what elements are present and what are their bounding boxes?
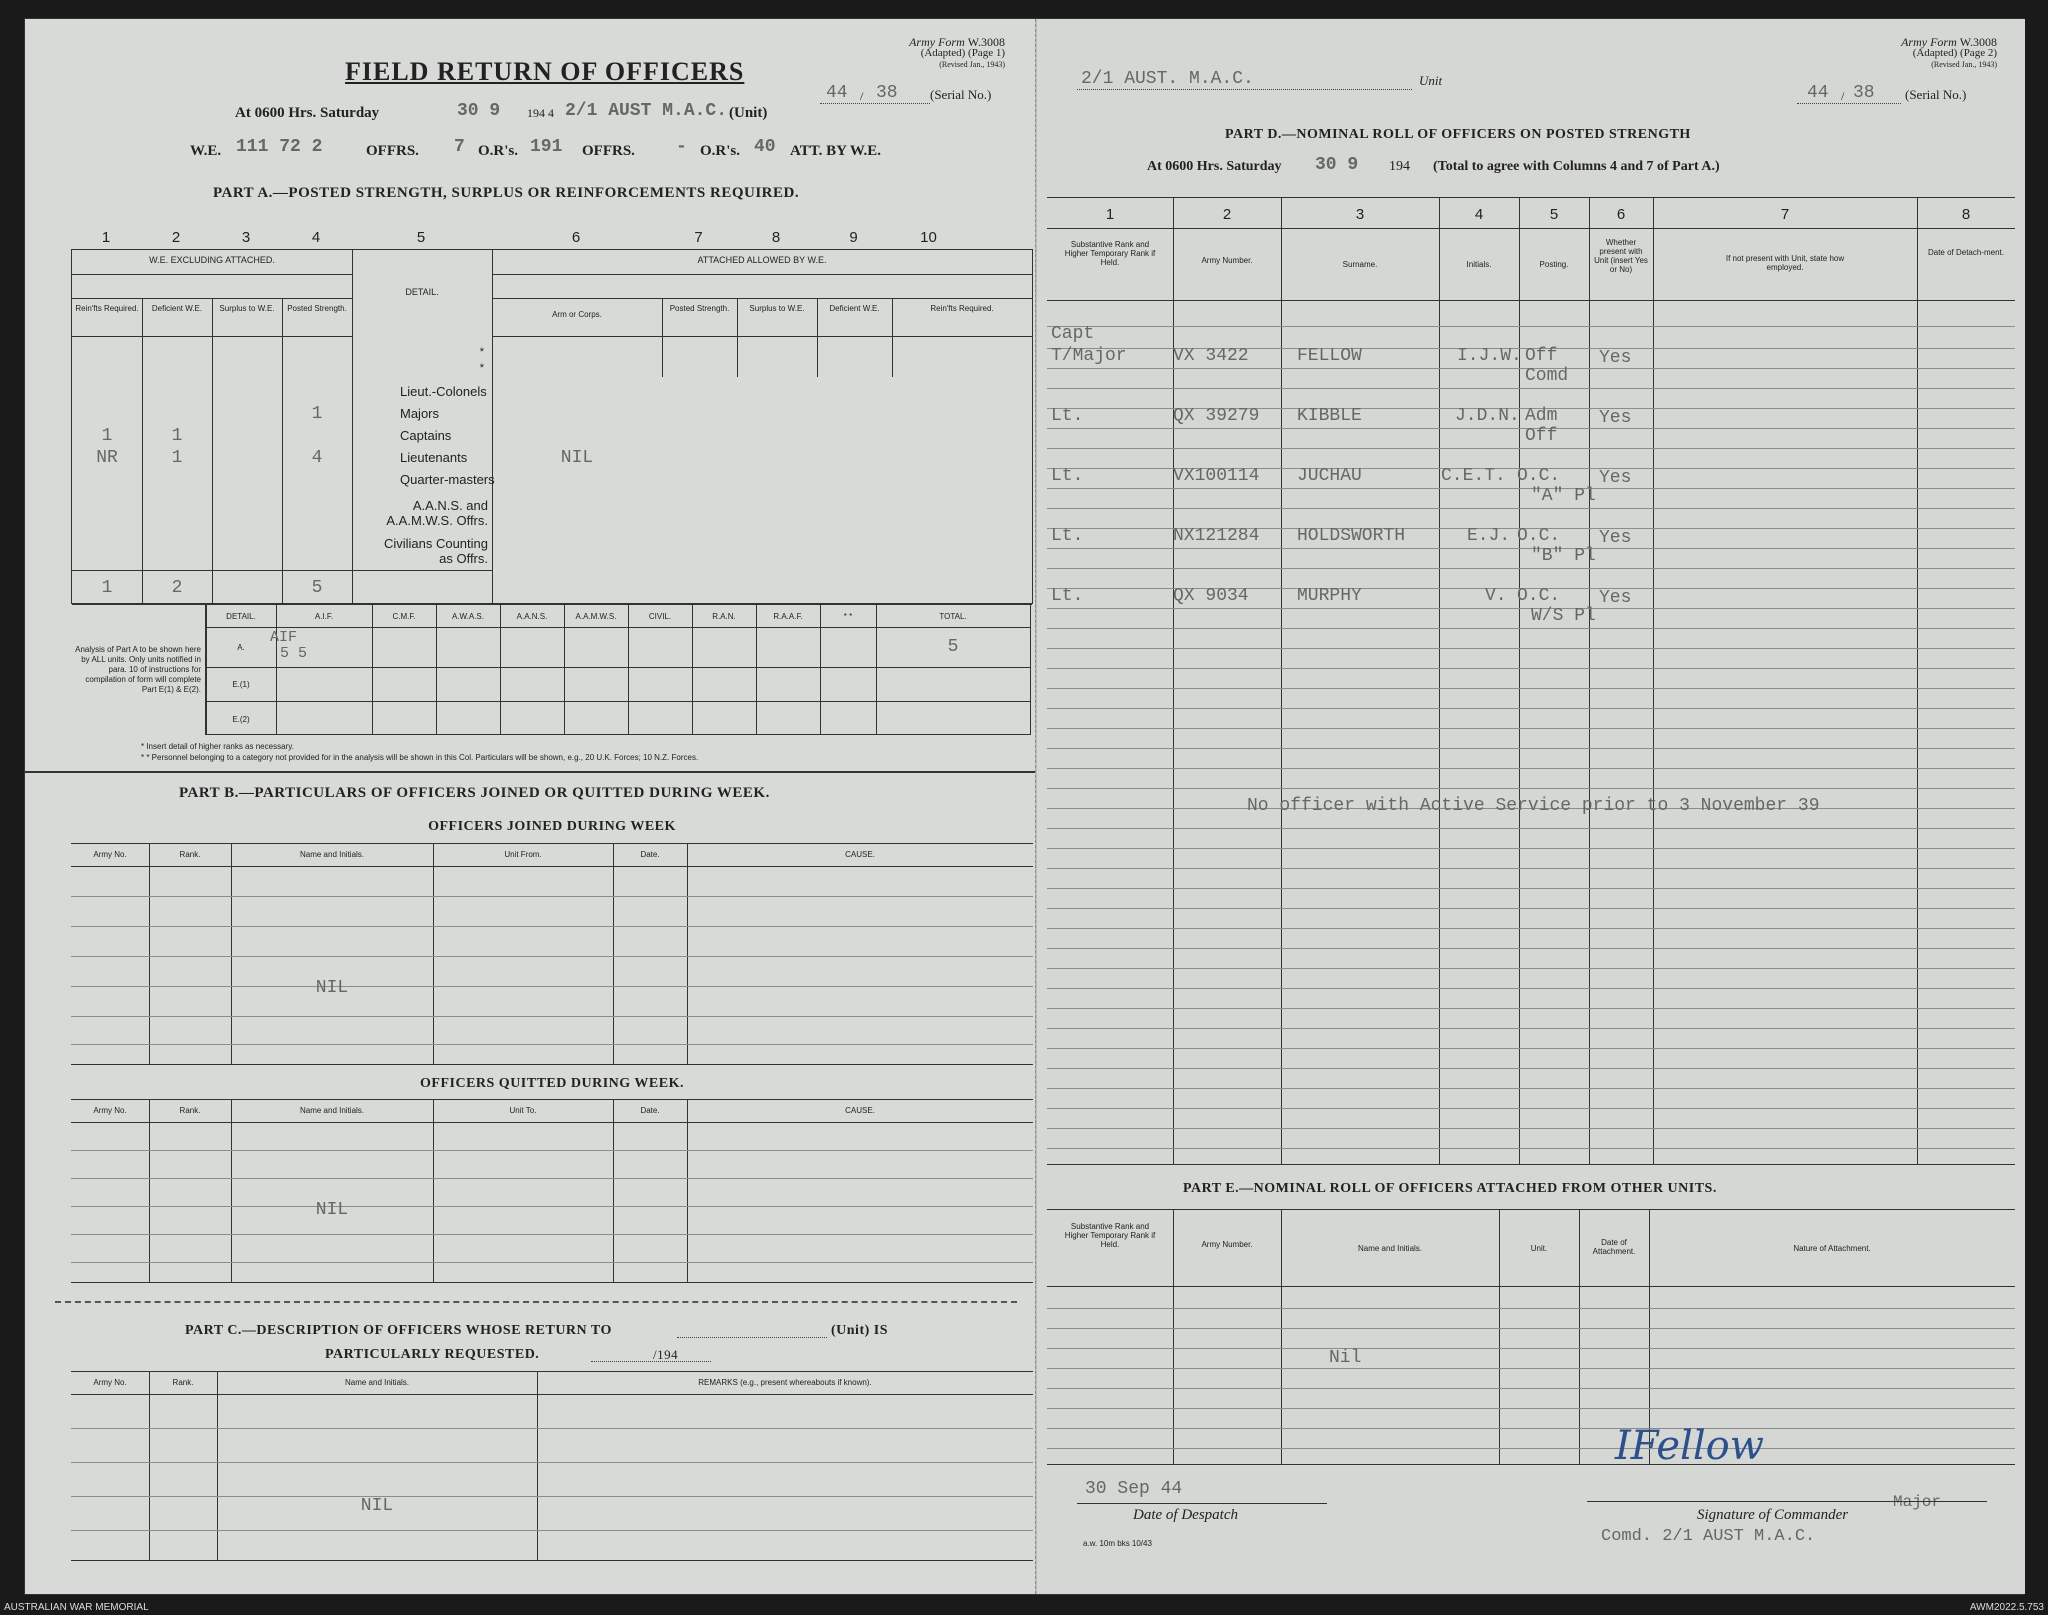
part-a-heading: PART A.—POSTED STRENGTH, SURPLUS OR REINFORCEMENTS REQUIRED. (213, 185, 800, 201)
rule-line (1047, 968, 2015, 969)
rule-line (1047, 1008, 2015, 1009)
rule-line (1047, 688, 2015, 689)
rule-line (1047, 988, 2015, 989)
rule-line (1047, 868, 2015, 869)
rule-line (1047, 1368, 2015, 1369)
rule-line (1047, 888, 2015, 889)
rule-line (1047, 1308, 2015, 1309)
archive-caption-left: AUSTRALIAN WAR MEMORIAL (4, 1602, 149, 1613)
part-d-note: No officer with Active Service prior to 3 November 39 (1247, 796, 1820, 816)
footnote-1: * Insert detail of higher ranks as necessary. (141, 742, 294, 751)
part-c-heading-2: PARTICULARLY REQUESTED. /194 (325, 1347, 765, 1367)
rule-line (1047, 1148, 2015, 1149)
table-row: Lt. QX 9034 MURPHY V. O.C. W/S Pl Yes (1051, 586, 1632, 626)
printer-note: a.w. 10m bks 10/43 (1083, 1539, 1152, 1548)
part-c-table: Army No. Rank. Name and Initials. REMARKS (e.g., present whereabouts if known). NIL (71, 1371, 1033, 1561)
rule-line (1047, 1048, 2015, 1049)
nominal-roll-rows (1047, 326, 2015, 686)
form-title: FIELD RETURN OF OFFICERS (345, 57, 745, 86)
archive-caption-right: AWM2022.5.753 (1969, 1602, 2044, 1613)
page-2 (1037, 19, 2025, 1594)
rule-line (1047, 748, 2015, 749)
at-line: At 0600 Hrs. Saturday 30 9 194 4 2/1 AUST M.A.C. (Unit) (235, 101, 768, 121)
part-d-at-line: At 0600 Hrs. Saturday 30 9 194 (Total to agree with Columns 4 and 7 of Part A.) (1147, 155, 1720, 175)
rule-line (1047, 728, 2015, 729)
rule-line (1047, 1128, 2015, 1129)
part-e-table: Substantive Rank and Higher Temporary Rank if Held. Army Number. Name and Initials. Unit. Date of Attachment. Nature of Attachment. Nil (1047, 1209, 2015, 1465)
part-d-table: 1 2 3 4 5 6 7 8 Substantive Rank and Higher Temporary Rank if Held. Army Number. Surname. Initials. Posting. Whether present with Unit (insert Yes or No) If not present with Unit, state how employed. Date of Detach-ment. Capt T/Major VX 3422 FELLOW I.J.W. Off Comd Yes Lt. QX 39279 KIBBLE J.D.N. Adm Off Yes Lt. VX100114 JUCHAU C.E.T. O.C. "A" Pl Yes Lt. NX121284 HOLDSWORTH E.J. O.C. "B" Pl Yes Lt. QX 9034 MURPHY V. O.C. W/S Pl Yes No officer with Active Service prior to 3 November 39 (1047, 197, 2015, 1165)
table-row: Lt. VX100114 JUCHAU C.E.T. O.C. "A" Pl Yes (1051, 466, 1632, 506)
part-d-heading: PART D.—NOMINAL ROLL OF OFFICERS ON POSTED STRENGTH (1225, 127, 1691, 142)
rule-line (1047, 768, 2015, 769)
serial-number: 44 / 38 (Serial No.) (820, 83, 1020, 105)
rule-line (1047, 708, 2015, 709)
joined-heading: OFFICERS JOINED DURING WEEK (428, 819, 676, 834)
table-row: Lt. QX 39279 KIBBLE J.D.N. Adm Off Yes (1051, 406, 1632, 446)
rule-line (1047, 1388, 2015, 1389)
joined-table: Army No. Rank. Name and Initials. Unit From. Date. CAUSE. NIL (71, 843, 1033, 1065)
analysis-note: Analysis of Part A to be shown here by ALL units. Only units notified in para. 10 of instructions for compilation of form will complete Part E(1) & E(2). (75, 645, 201, 694)
signature-block: IFellow Major Signature of Commander Comd. 2/1 AUST M.A.C. (1567, 1423, 2007, 1563)
rule-line (1047, 1328, 2015, 1329)
form-reference-2: Army Form W.3008 (Adapted) (Page 2) (Revised Jan., 1943) (1901, 35, 1997, 69)
analysis-table: DETAIL. A.I.F. C.M.F. A.W.A.S. A.A.N.S. A.A.M.W.S. CIVIL. R.A.N. R.A.A.F. * * TOTAL. A. E.(1) E.(2) AIF 5 5 5 (205, 605, 1031, 735)
table-row: Lt. NX121284 HOLDSWORTH E.J. O.C. "B" Pl Yes (1051, 526, 1632, 566)
part-b-heading: PART B.—PARTICULARS OF OFFICERS JOINED OR QUITTED DURING WEEK. (179, 785, 770, 801)
part-c-heading-1: PART C.—DESCRIPTION OF OFFICERS WHOSE RETURN TO (Unit) IS (185, 1323, 889, 1338)
rule-line (1047, 1068, 2015, 1069)
rule-line (1047, 948, 2015, 949)
rule-line (1047, 828, 2015, 829)
rule-line (1047, 1088, 2015, 1089)
quitted-heading: OFFICERS QUITTED DURING WEEK. (420, 1076, 684, 1091)
document-spread (24, 18, 2024, 1595)
rule-line (1047, 788, 2015, 789)
serial-number-2: 44 / 38 (Serial No.) (1797, 83, 2017, 105)
rule-line (1047, 1028, 2015, 1029)
rule-line (1047, 1108, 2015, 1109)
we-line: W.E. 111 72 2 OFFRS. 7 O.R's. 191 OFFRS. - O.R's. 40 ATT. BY W.E. (190, 137, 882, 159)
part-e-heading: PART E.—NOMINAL ROLL OF OFFICERS ATTACHED FROM OTHER UNITS. (1183, 1181, 1717, 1196)
commander-signature: IFellow (1615, 1423, 1764, 1469)
page-1 (25, 19, 1037, 1594)
quitted-table: Army No. Rank. Name and Initials. Unit To. Date. CAUSE. NIL (71, 1099, 1033, 1283)
rule-line (1047, 1408, 2015, 1409)
rule-line (1047, 848, 2015, 849)
footnote-2: * * Personnel belonging to a category not provided for in the analysis will be shown in this Col. Particulars will be shown, e.g., 20 U.K. Forces; 10 N.Z. Forces. (141, 753, 699, 762)
rule-line (1047, 928, 2015, 929)
form-reference: Army Form W.3008 (Adapted) (Page 1) (Revised Jan., 1943) (909, 35, 1005, 69)
table-row: Capt T/Major VX 3422 FELLOW I.J.W. Off Comd Yes (1051, 324, 1632, 386)
unit-line: 2/1 AUST. M.A.C. Unit (1077, 69, 1477, 93)
part-a-table: W.E. EXCLUDING ATTACHED. ATTACHED ALLOWED BY W.E. DETAIL. Rein'fts Required. Deficient W.E. Surplus to W.E. Posted Strength. Arm or Corps. Posted Strength. Surplus to W.E. Deficient W.E. Rein'fts Required. * * Lieut.-Colonels Majors Captains Lieutenants Quarter-masters A.A.N.S. and A.A.M.W.S. Offrs. Civilians Counting as Offrs. 1 1 1 NR 1 4 NIL 1 2 5 (71, 249, 1033, 604)
rule-line (1047, 1348, 2015, 1349)
part-a-column-numbers: 1 2 3 4 5 6 7 8 9 10 (101, 229, 937, 246)
rule-line (1047, 908, 2015, 909)
despatch-date: 30 Sep 44 Date of Despatch (1077, 1479, 1337, 1539)
